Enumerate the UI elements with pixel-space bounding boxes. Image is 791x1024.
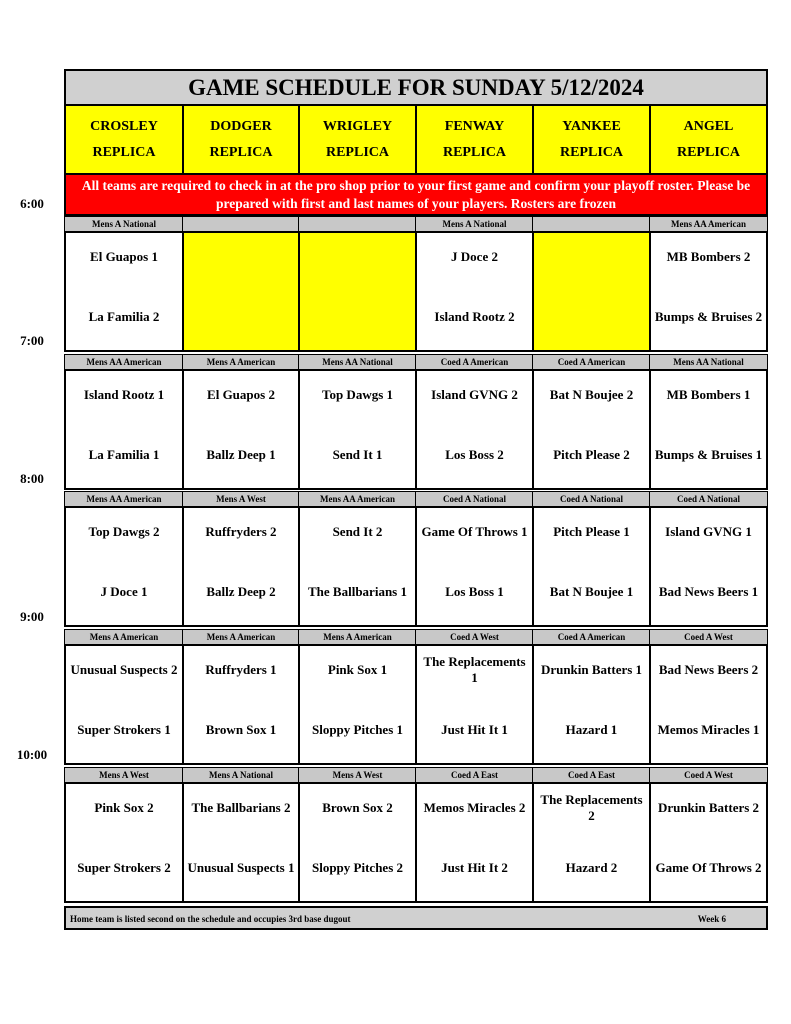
division-label: Mens AA American [649,216,768,233]
home-team: Pitch Please 2 [553,447,630,462]
away-team: Island GVNG 1 [665,524,752,539]
game-cell [649,231,768,352]
away-team: El Guapos 1 [90,249,158,264]
game-cell [298,369,417,490]
away-team: MB Bombers 1 [666,387,751,402]
home-team: Just Hit It 2 [441,860,508,875]
field-name: ANGEL [683,119,734,134]
home-team: Super Strokers 2 [77,860,171,875]
home-team: Super Strokers 1 [77,722,171,737]
game-cell [298,644,417,765]
away-team: Memos Miracles 2 [423,800,526,815]
division-label: Mens A American [298,629,417,646]
division-label: Coed A National [415,491,534,508]
division-label: Coed A West [415,629,534,646]
away-team: Pitch Please 1 [553,524,630,539]
division-label: Mens A American [182,629,300,646]
field-name: WRIGLEY [322,119,393,134]
away-team: El Guapos 2 [207,387,275,402]
away-team: The Replacements 1 [423,654,526,685]
division-label: Mens A National [182,767,300,784]
game-cell [415,644,534,765]
away-team: The Replacements 2 [540,792,643,823]
game-cell [64,231,184,352]
away-team: The Ballbarians 2 [191,800,291,815]
home-team: Unusual Suspects 1 [187,860,295,875]
division-label: Mens AA American [64,491,184,508]
game-cell [298,506,417,627]
game-cell [182,506,300,627]
home-team: Just Hit It 1 [441,722,508,737]
time-label: 7:00 [20,333,44,348]
field-name: DODGER [210,119,272,134]
division-label: Mens AA National [298,354,417,371]
home-team: The Ballbarians 1 [308,584,407,599]
time-label: 10:00 [16,747,48,762]
home-team: Brown Sox 1 [205,722,277,737]
away-team: Island GVNG 2 [431,387,518,402]
game-cell [64,782,184,903]
home-team: J Doce 1 [100,584,148,599]
game-cell [415,782,534,903]
home-team: Memos Miracles 1 [657,722,760,737]
away-team: Top Dawgs 1 [321,387,394,402]
away-team: Drunkin Batters 2 [657,800,760,815]
away-team: Game Of Throws 1 [421,524,528,539]
home-team: Game Of Throws 2 [655,860,762,875]
field-header-5 [649,104,768,175]
game-cell [649,782,768,903]
away-team: Drunkin Batters 1 [540,662,643,677]
home-team: Sloppy Pitches 1 [311,722,403,737]
home-team: Los Boss 1 [445,584,504,599]
game-cell [415,369,534,490]
game-cell [532,506,651,627]
field-header-4 [532,104,651,175]
division-label: Coed A National [532,491,651,508]
home-team: Sloppy Pitches 2 [311,860,403,875]
home-team: Los Boss 2 [445,447,504,462]
open-slot-cell [532,231,651,352]
away-team: Brown Sox 2 [322,800,393,815]
division-label: Coed A National [649,491,768,508]
home-team: Send It 1 [332,447,383,462]
game-cell [64,644,184,765]
game-cell [64,369,184,490]
home-team: Ballz Deep 2 [206,584,276,599]
game-cell [298,782,417,903]
division-label: Coed A West [649,767,768,784]
away-team: MB Bombers 2 [666,249,751,264]
division-label: Mens AA American [64,354,184,371]
home-team: La Familia 1 [88,447,160,462]
week-label: Week 6 [697,914,726,924]
away-team: Bad News Beers 2 [658,662,759,677]
away-team: Top Dawgs 2 [88,524,160,539]
field-subtitle: REPLICA [442,145,506,160]
home-team: Hazard 1 [565,722,618,737]
game-cell [182,644,300,765]
division-label: Mens A National [415,216,534,233]
home-team: Bat N Boujee 1 [549,584,634,599]
away-team: Ruffryders 2 [205,524,277,539]
home-team: Bumps & Bruises 1 [654,447,763,462]
game-cell [64,506,184,627]
home-team: Ballz Deep 1 [206,447,276,462]
away-team: Pink Sox 2 [94,800,154,815]
field-header-0 [64,104,184,175]
game-cell [415,231,534,352]
division-label: Mens A West [298,767,417,784]
game-cell [532,369,651,490]
time-label: 6:00 [20,196,44,211]
home-team: Bad News Beers 1 [658,584,759,599]
away-team: J Doce 2 [451,249,498,264]
home-team: La Familia 2 [88,309,160,324]
field-subtitle: REPLICA [209,145,273,160]
division-label: Coed A West [649,629,768,646]
field-subtitle: REPLICA [325,145,389,160]
division-label: Coed A East [415,767,534,784]
field-subtitle: REPLICA [92,145,156,160]
open-slot-cell [182,231,300,352]
away-team: Pink Sox 1 [327,662,388,677]
home-team: Hazard 2 [565,860,618,875]
division-label: Mens A West [182,491,300,508]
game-cell [649,644,768,765]
division-label: Coed A American [532,354,651,371]
field-subtitle: REPLICA [676,145,740,160]
game-cell [649,506,768,627]
division-label: Mens AA American [298,491,417,508]
division-label: Coed A East [532,767,651,784]
game-cell [415,506,534,627]
division-label: Coed A American [532,629,651,646]
division-label: Mens A West [64,767,184,784]
division-label: Mens AA National [649,354,768,371]
home-team-note: Home team is listed second on the schedule and occupies 3rd base dugout [70,914,351,924]
division-label: Mens A National [64,216,184,233]
page-title: GAME SCHEDULE FOR SUNDAY 5/12/2024 [64,69,768,106]
open-slot-cell [298,231,417,352]
time-label: 9:00 [20,609,44,624]
away-team: Send It 2 [332,524,383,539]
away-team: Ruffryders 1 [205,662,277,677]
home-team: Bumps & Bruises 2 [654,309,763,324]
game-cell [182,782,300,903]
game-cell [182,369,300,490]
field-header-3 [415,104,534,175]
field-subtitle: REPLICA [559,145,623,160]
schedule-sheet [64,69,768,930]
notice-banner: All teams are required to check in at the pro shop prior to your first game and confirm your playoff roster. Please be prepared with first and last names of your players. Rosters are frozen [64,173,768,216]
division-label: Mens A American [64,629,184,646]
division-label: Coed A American [415,354,534,371]
away-team: Unusual Suspects 2 [70,662,178,677]
game-cell [649,369,768,490]
away-team: Island Rootz 1 [83,387,165,402]
field-header-2 [298,104,417,175]
game-cell [532,782,651,903]
home-team: Island Rootz 2 [434,309,515,324]
division-label: Mens A American [182,354,300,371]
game-cell [532,644,651,765]
footer-bar [64,906,768,930]
field-name: YANKEE [562,119,621,134]
field-header-1 [182,104,300,175]
away-team: Bat N Boujee 2 [549,387,634,402]
field-name: CROSLEY [90,119,158,134]
field-name: FENWAY [444,119,505,134]
time-label: 8:00 [20,471,44,486]
